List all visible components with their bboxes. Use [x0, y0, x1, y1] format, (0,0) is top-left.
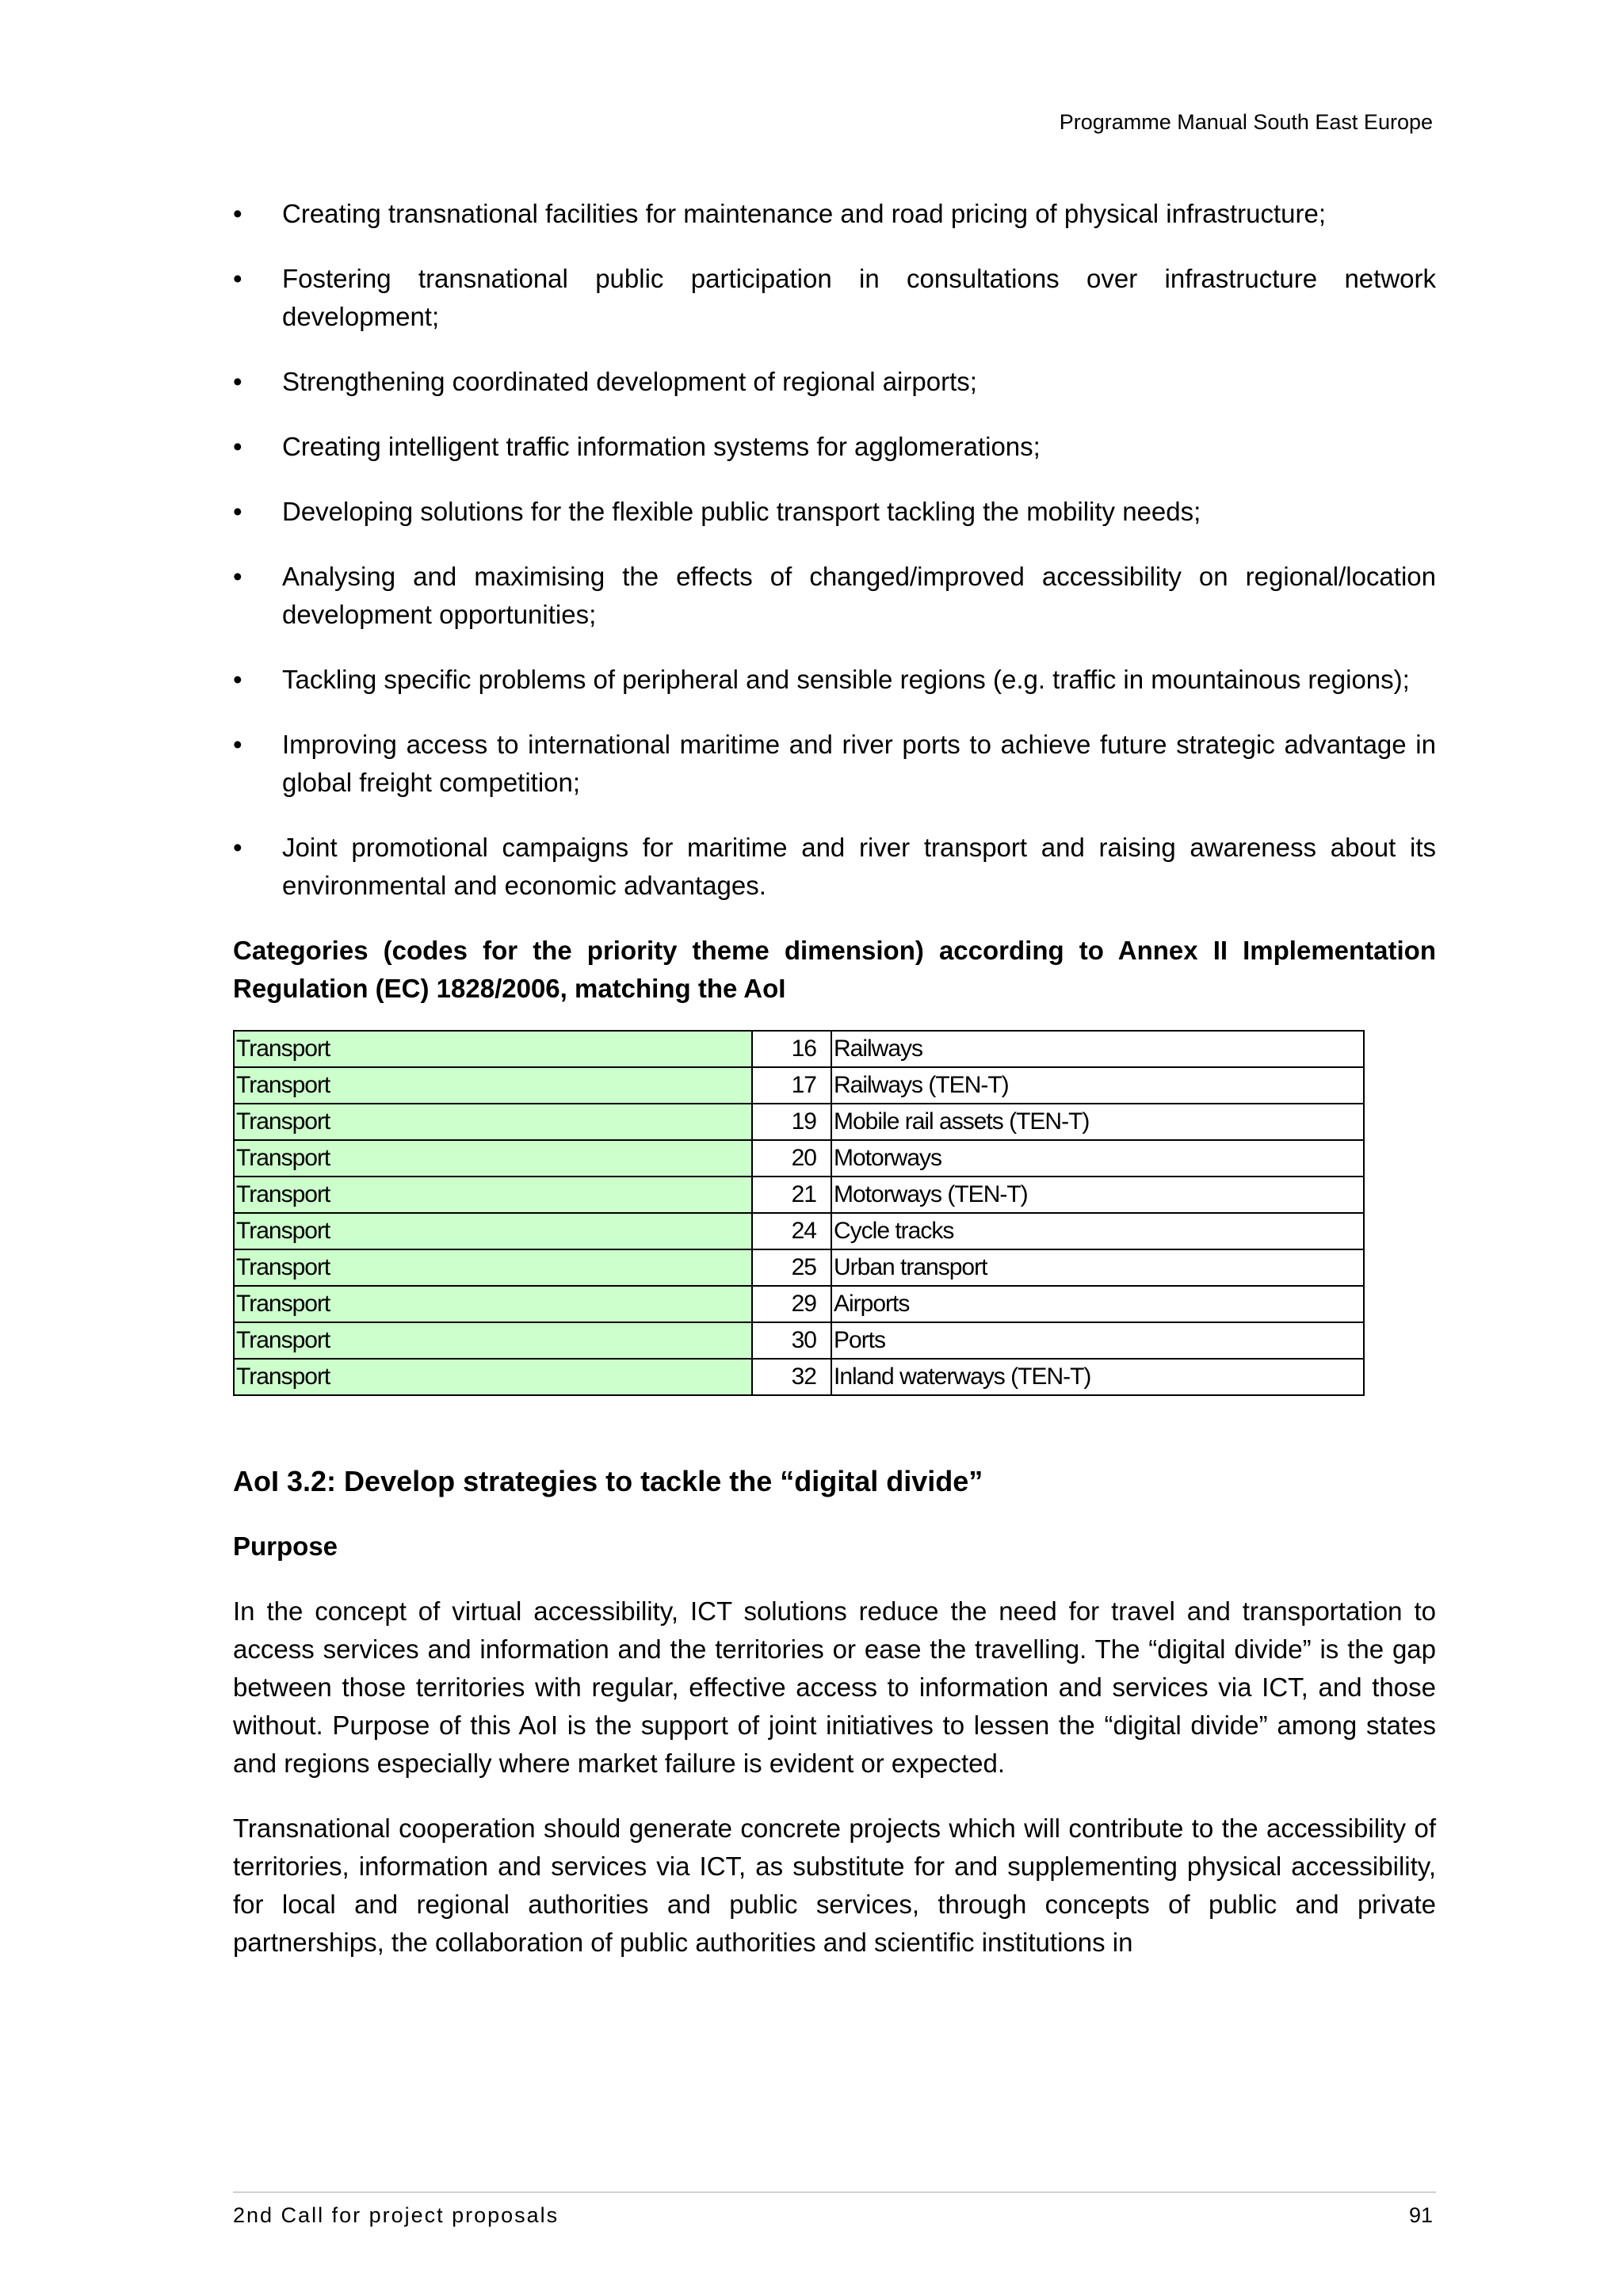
table-row — [234, 1359, 1364, 1395]
list-item-text: Strengthening coordinated development of regional airports; — [282, 367, 977, 396]
list-item-text: Creating intelligent traffic information systems for agglomerations; — [282, 432, 1041, 461]
bullet-icon: • — [233, 665, 242, 694]
code-cell: 32 — [752, 1359, 831, 1395]
categories-table — [233, 1030, 1365, 1396]
paragraph: In the concept of virtual accessibility, ICT solutions reduce the need for travel and transportation to access services and information and the territories or ease the travelling. The “digital divide” is the gap between those territories with regular, effective access to information and services via ICT, and those without. Purpose of this AoI is the support of joint initiatives to lessen the “digital divide” among states and regions especially where market failure is evident or expected. — [233, 1596, 1436, 1778]
label-cell: Cycle tracks — [831, 1213, 1364, 1249]
list-item-text: Creating transnational facilities for maintenance and road pricing of physical infrastructure; — [282, 199, 1327, 228]
bullet-icon: • — [233, 562, 242, 591]
bullet-icon: • — [233, 264, 242, 293]
page-body — [233, 195, 1436, 1989]
bullet-icon: • — [233, 730, 242, 759]
bullet-icon: • — [233, 833, 242, 862]
category-cell: Transport — [234, 1322, 752, 1359]
page-number: 91 — [1408, 2203, 1433, 2227]
category-cell: Transport — [234, 1249, 752, 1286]
list-item-text: Developing solutions for the flexible public transport tackling the mobility needs; — [282, 497, 1201, 526]
table-row — [234, 1031, 1364, 1067]
list-item-text: Joint promotional campaigns for maritime and river transport and raising awareness about its environmental and economic advantages. — [282, 833, 1436, 900]
bullet-icon: • — [233, 199, 242, 228]
code-cell: 29 — [752, 1286, 831, 1322]
bullet-icon: • — [233, 367, 242, 396]
footer-text: 2nd Call for project proposals — [233, 2203, 559, 2227]
label-cell: Urban transport — [831, 1249, 1364, 1286]
label-cell: Motorways — [831, 1140, 1364, 1177]
list-item — [233, 829, 1436, 905]
label-cell: Motorways (TEN-T) — [831, 1177, 1364, 1213]
paragraph: Transnational cooperation should generate concrete projects which will contribute to the accessibility of territories, information and services via ICT, as substitute for and supplementing physical accessibility, for local and regional authorities and public services, through concepts of public and private partnerships, the collaboration of public authorities and scientific institutions in — [233, 1814, 1436, 1957]
code-cell: 17 — [752, 1067, 831, 1104]
label-cell: Railways (TEN-T) — [831, 1067, 1364, 1104]
category-cell: Transport — [234, 1213, 752, 1249]
list-item — [233, 363, 1436, 401]
code-cell: 16 — [752, 1031, 831, 1067]
list-item — [233, 260, 1436, 336]
category-cell: Transport — [234, 1067, 752, 1104]
categories-heading: Categories (codes for the priority theme dimension) according to Annex II Implementation Regulation (EC) 1828/2006, matching the AoI — [233, 936, 1436, 1003]
list-item-text: Fostering transnational public participation in consultations over infrastructure network development; — [282, 264, 1436, 331]
table-row — [234, 1177, 1364, 1213]
list-item — [233, 558, 1436, 634]
list-item — [233, 428, 1436, 466]
list-item-text: Analysing and maximising the effects of changed/improved accessibility on regional/location development opportunities; — [282, 562, 1436, 629]
running-header: Programme Manual South East Europe — [1059, 110, 1433, 134]
table-row — [234, 1140, 1364, 1177]
table-row — [234, 1249, 1364, 1286]
label-cell: Ports — [831, 1322, 1364, 1359]
list-item — [233, 493, 1436, 531]
footer-divider — [233, 2191, 1436, 2193]
bullet-icon: • — [233, 497, 242, 526]
bullet-list — [233, 195, 1436, 905]
table-row — [234, 1322, 1364, 1359]
label-cell: Airports — [831, 1286, 1364, 1322]
category-cell: Transport — [234, 1140, 752, 1177]
code-cell: 30 — [752, 1322, 831, 1359]
category-cell: Transport — [234, 1177, 752, 1213]
table-row — [234, 1104, 1364, 1140]
section-subtitle: Purpose — [233, 1531, 338, 1561]
list-item-text: Improving access to international maritime and river ports to achieve future strategic advantage in global freight competition; — [282, 730, 1436, 797]
code-cell: 25 — [752, 1249, 831, 1286]
category-cell: Transport — [234, 1359, 752, 1395]
list-item — [233, 195, 1436, 233]
category-cell: Transport — [234, 1104, 752, 1140]
list-item — [233, 661, 1436, 699]
list-item-text: Tackling specific problems of peripheral and sensible regions (e.g. traffic in mountainous regions); — [282, 665, 1410, 694]
code-cell: 19 — [752, 1104, 831, 1140]
table-row — [234, 1067, 1364, 1104]
section-title: AoI 3.2: Develop strategies to tackle the “digital divide” — [233, 1465, 983, 1497]
label-cell: Mobile rail assets (TEN-T) — [831, 1104, 1364, 1140]
label-cell: Inland waterways (TEN-T) — [831, 1359, 1364, 1395]
code-cell: 21 — [752, 1177, 831, 1213]
code-cell: 20 — [752, 1140, 831, 1177]
bullet-icon: • — [233, 432, 242, 461]
category-cell: Transport — [234, 1286, 752, 1322]
category-cell: Transport — [234, 1031, 752, 1067]
table-row — [234, 1286, 1364, 1322]
list-item — [233, 726, 1436, 802]
table-row — [234, 1213, 1364, 1249]
code-cell: 24 — [752, 1213, 831, 1249]
label-cell: Railways — [831, 1031, 1364, 1067]
